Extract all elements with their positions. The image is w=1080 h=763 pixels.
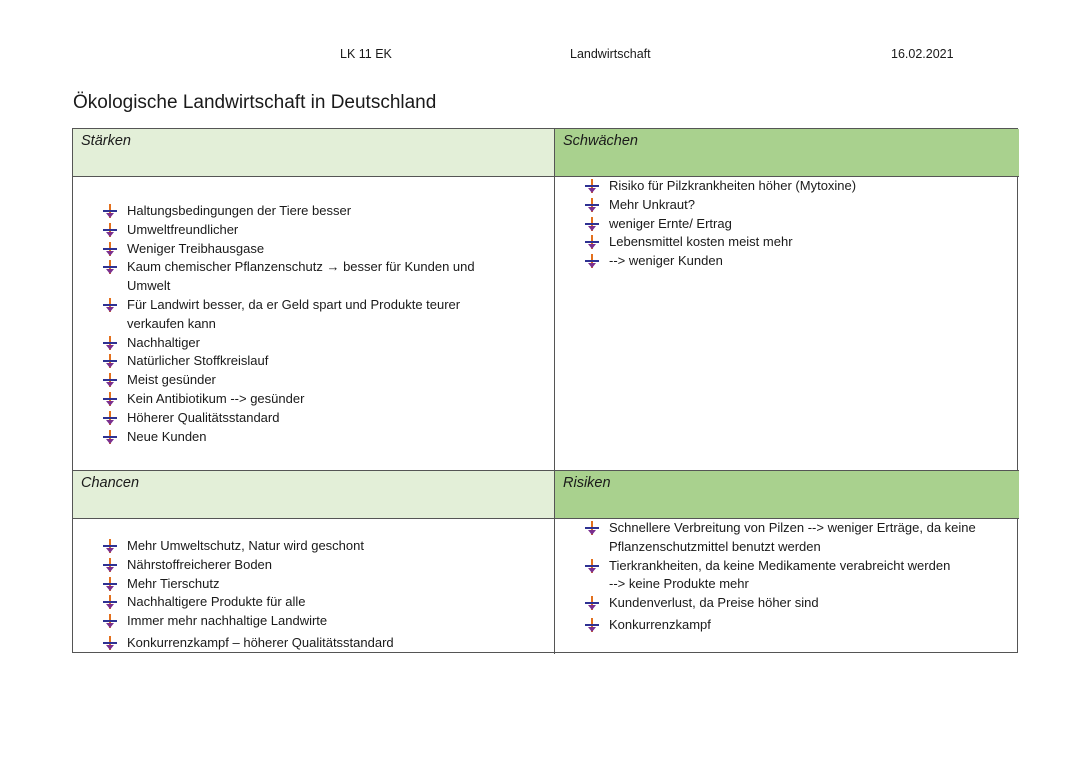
- list-item: Immer mehr nachhaltige Landwirte: [103, 612, 394, 631]
- pushpin-bullet-icon: [103, 242, 117, 256]
- pushpin-bullet-icon: [585, 596, 599, 610]
- pushpin-bullet-icon: [585, 235, 599, 249]
- pushpin-bullet-icon: [585, 521, 599, 535]
- list-item: Neue Kunden: [103, 428, 475, 447]
- list-item: Umweltfreundlicher: [103, 221, 475, 240]
- list-item: Kein Antibiotikum --> gesünder: [103, 390, 475, 409]
- list-item: Konkurrenzkampf: [585, 616, 976, 635]
- staerken-heading: Stärken: [73, 129, 555, 177]
- list-item: Lebensmittel kosten meist mehr: [585, 233, 856, 252]
- pushpin-bullet-icon: [585, 559, 599, 573]
- pushpin-bullet-icon: [103, 336, 117, 350]
- list-item: Nährstoffreicherer Boden: [103, 556, 394, 575]
- header-course: LK 11 EK: [340, 47, 392, 61]
- list-item: weniger Ernte/ Ertrag: [585, 215, 856, 234]
- list-item: Haltungsbedingungen der Tiere besser: [103, 202, 475, 221]
- pushpin-bullet-icon: [103, 260, 117, 274]
- list-item: Konkurrenzkampf – höherer Qualitätsstandard: [103, 634, 394, 653]
- list-item: Nachhaltigere Produkte für alle: [103, 593, 394, 612]
- list-item: Mehr Tierschutz: [103, 575, 394, 594]
- list-item: Kundenverlust, da Preise höher sind: [585, 594, 976, 613]
- pushpin-bullet-icon: [103, 430, 117, 444]
- pushpin-bullet-icon: [103, 223, 117, 237]
- list-item: Kaum chemischer Pflanzenschutz → besser für Kunden und Umwelt: [103, 258, 475, 296]
- pushpin-bullet-icon: [103, 373, 117, 387]
- pushpin-bullet-icon: [585, 254, 599, 268]
- list-item: Weniger Treibhausgase: [103, 240, 475, 259]
- chancen-cell: [73, 519, 555, 654]
- pushpin-bullet-icon: [585, 618, 599, 632]
- schwaechen-list: [585, 177, 856, 271]
- list-item: Risiko für Pilzkrankheiten höher (Mytoxine): [585, 177, 856, 196]
- pushpin-bullet-icon: [103, 539, 117, 553]
- chancen-heading: Chancen: [73, 471, 555, 519]
- pushpin-bullet-icon: [103, 595, 117, 609]
- pushpin-bullet-icon: [103, 392, 117, 406]
- pushpin-bullet-icon: [103, 577, 117, 591]
- swot-table: [72, 128, 1018, 653]
- list-item: Schnellere Verbreitung von Pilzen --> weniger Erträge, da keine Pflanzenschutzmittel benutzt werden: [585, 519, 976, 557]
- pushpin-bullet-icon: [585, 198, 599, 212]
- list-item: --> weniger Kunden: [585, 252, 856, 271]
- list-item: Für Landwirt besser, da er Geld spart und Produkte teurer verkaufen kann: [103, 296, 475, 334]
- pushpin-bullet-icon: [103, 411, 117, 425]
- risiken-list: [585, 519, 976, 635]
- pushpin-bullet-icon: [103, 298, 117, 312]
- risiken-cell: [555, 519, 1019, 654]
- header-topic: Landwirtschaft: [570, 47, 651, 61]
- list-item: Nachhaltiger: [103, 334, 475, 353]
- pushpin-bullet-icon: [103, 354, 117, 368]
- pushpin-bullet-icon: [585, 179, 599, 193]
- pushpin-bullet-icon: [585, 217, 599, 231]
- list-item: Mehr Unkraut?: [585, 196, 856, 215]
- staerken-cell: [73, 177, 555, 471]
- list-item: Mehr Umweltschutz, Natur wird geschont: [103, 537, 394, 556]
- schwaechen-cell: [555, 177, 1019, 471]
- pushpin-bullet-icon: [103, 636, 117, 650]
- schwaechen-heading: Schwächen: [555, 129, 1019, 177]
- list-item: Tierkrankheiten, da keine Medikamente verabreicht werden --> keine Produkte mehr: [585, 557, 976, 595]
- arrow-right-icon: →: [326, 259, 340, 275]
- pushpin-bullet-icon: [103, 614, 117, 628]
- chancen-list: [103, 537, 394, 653]
- list-item: Höherer Qualitätsstandard: [103, 409, 475, 428]
- page-header: [0, 47, 1080, 65]
- staerken-list: [103, 202, 475, 446]
- risiken-heading: Risiken: [555, 471, 1019, 519]
- list-item: Meist gesünder: [103, 371, 475, 390]
- pushpin-bullet-icon: [103, 558, 117, 572]
- page-title: Ökologische Landwirtschaft in Deutschland: [73, 92, 437, 113]
- pushpin-bullet-icon: [103, 204, 117, 218]
- header-date: 16.02.2021: [891, 47, 954, 61]
- list-item: Natürlicher Stoffkreislauf: [103, 352, 475, 371]
